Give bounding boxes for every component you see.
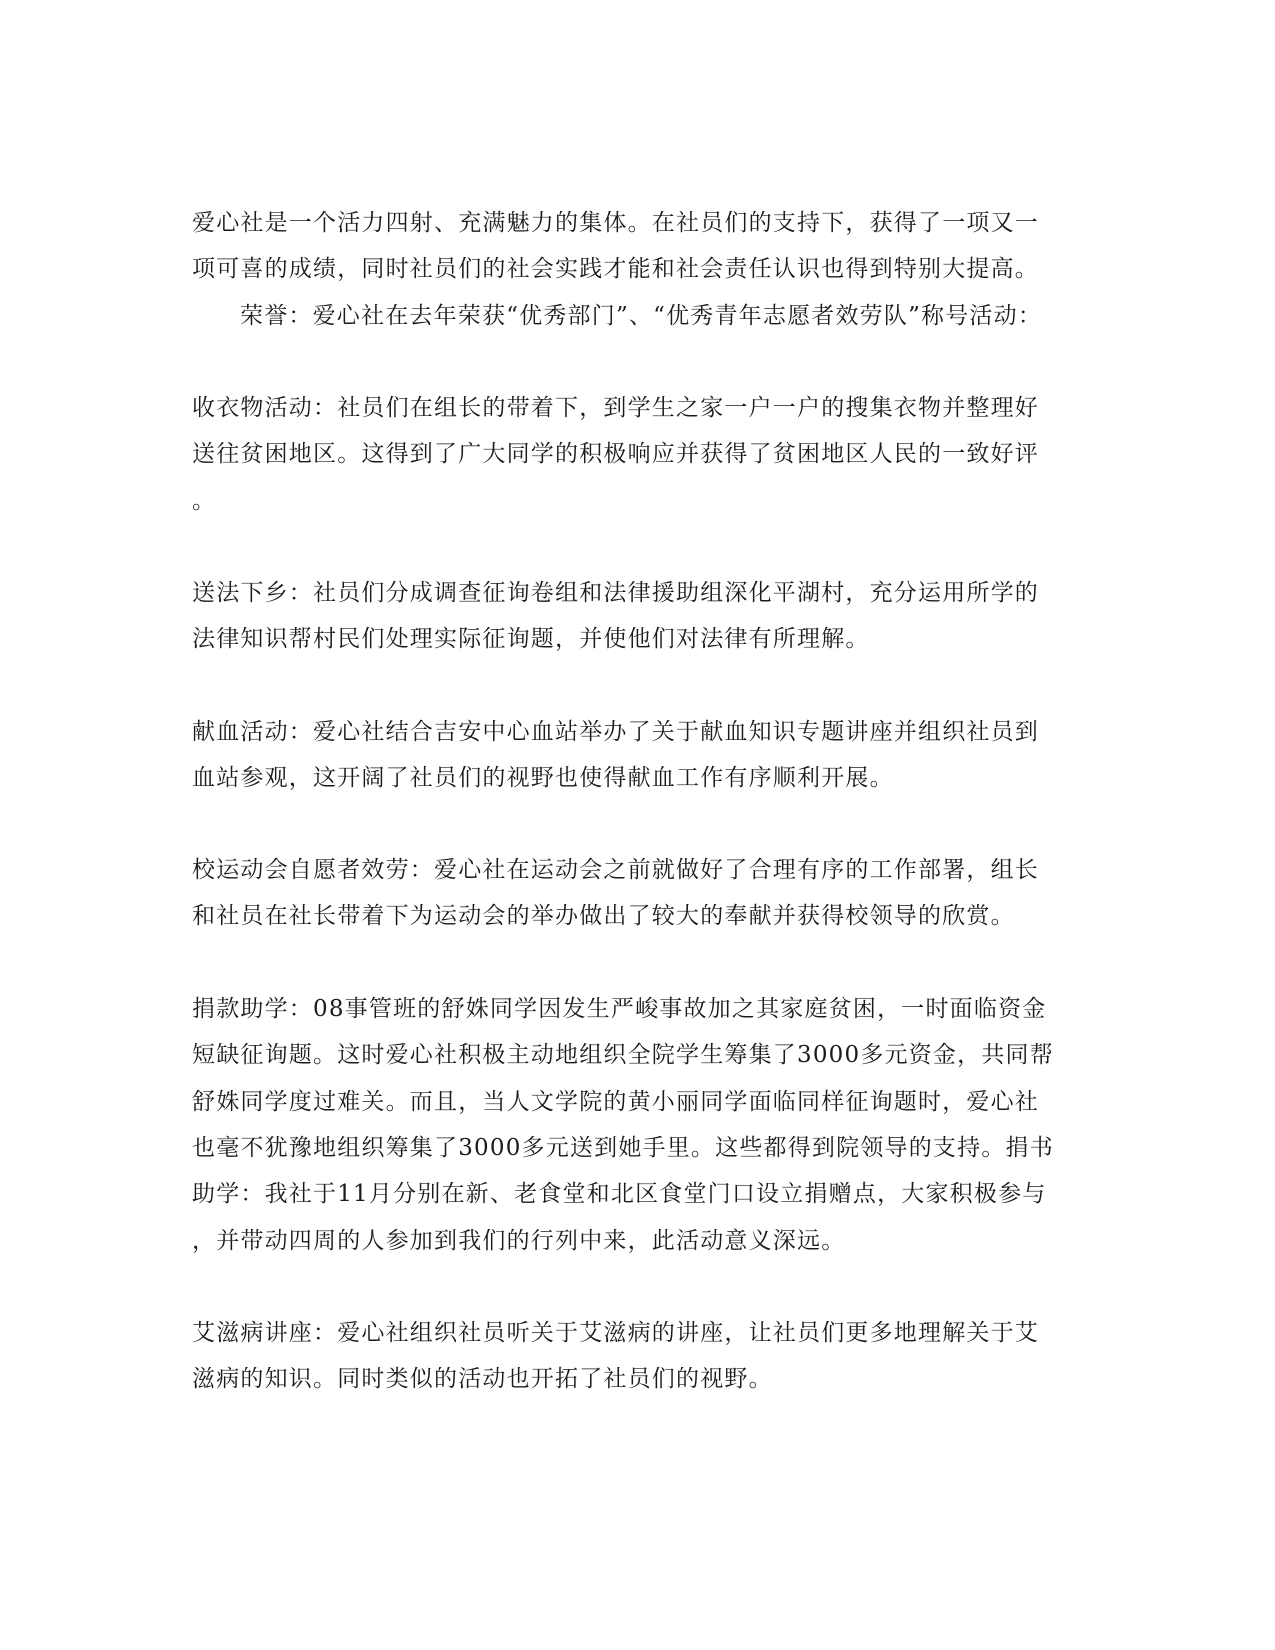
donation-line-2: 短缺征询题。这时爱心社积极主动地组织全院学生筹集了3000多元资金，共同帮 xyxy=(192,1042,1054,1068)
law-activity-line-1: 送法下乡：社员们分成调查征询卷组和法律援助组深化平湖村，充分运用所学的 xyxy=(192,580,1039,606)
intro-line-2: 项可喜的成绩，同时社员们的社会实践才能和社会责任认识也得到特别大提高。 xyxy=(192,256,1039,282)
donation-line-6: ，并带动四周的人参加到我们的行列中来，此活动意义深远。 xyxy=(192,1228,846,1254)
clothes-activity-line-2: 送往贫困地区。这得到了广大同学的积极响应并获得了贫困地区人民的一致好评 xyxy=(192,441,1039,467)
sports-volunteer-line-1: 校运动会自愿者效劳：爱心社在运动会之前就做好了合理有序的工作部署，组长 xyxy=(192,857,1039,883)
sports-volunteer-line-2: 和社员在社长带着下为运动会的举办做出了较大的奉献并获得校领导的欣赏。 xyxy=(192,903,1015,929)
intro-line-1: 爱心社是一个活力四射、充满魅力的集体。在社员们的支持下，获得了一项又一 xyxy=(192,210,1039,236)
blood-activity-line-2: 血站参观，这开阔了社员们的视野也使得献血工作有序顺利开展。 xyxy=(192,765,894,791)
donation-line-1: 捐款助学：08事管班的舒姝同学因发生严峻事故加之其家庭贫困，一时面临资金 xyxy=(192,996,1047,1022)
clothes-activity-line-1: 收衣物活动：社员们在组长的带着下，到学生之家一户一户的搜集衣物并整理好 xyxy=(192,395,1039,421)
aids-lecture-line-1: 艾滋病讲座：爱心社组织社员听关于艾滋病的讲座，让社员们更多地理解关于艾 xyxy=(192,1320,1039,1346)
donation-line-3: 舒姝同学度过难关。而且，当人文学院的黄小丽同学面临同样征询题时，爱心社 xyxy=(192,1089,1039,1115)
clothes-activity-line-3: 。 xyxy=(192,488,217,514)
donation-line-4: 也毫不犹豫地组织筹集了3000多元送到她手里。这些都得到院领导的支持。捐书 xyxy=(192,1135,1054,1161)
donation-line-5: 助学：我社于11月分别在新、老食堂和北区食堂门口设立捐赠点，大家积极参与 xyxy=(192,1181,1047,1207)
law-activity-line-2: 法律知识帮村民们处理实际征询题，并使他们对法律有所理解。 xyxy=(192,626,870,652)
honor-line: 荣誉：爱心社在去年荣获“优秀部门”、“优秀青年志愿者效劳队”称号活动： xyxy=(240,303,1043,329)
aids-lecture-line-2: 滋病的知识。同时类似的活动也开拓了社员们的视野。 xyxy=(192,1366,773,1392)
blood-activity-line-1: 献血活动：爱心社结合吉安中心血站举办了关于献血知识专题讲座并组织社员到 xyxy=(192,719,1039,745)
